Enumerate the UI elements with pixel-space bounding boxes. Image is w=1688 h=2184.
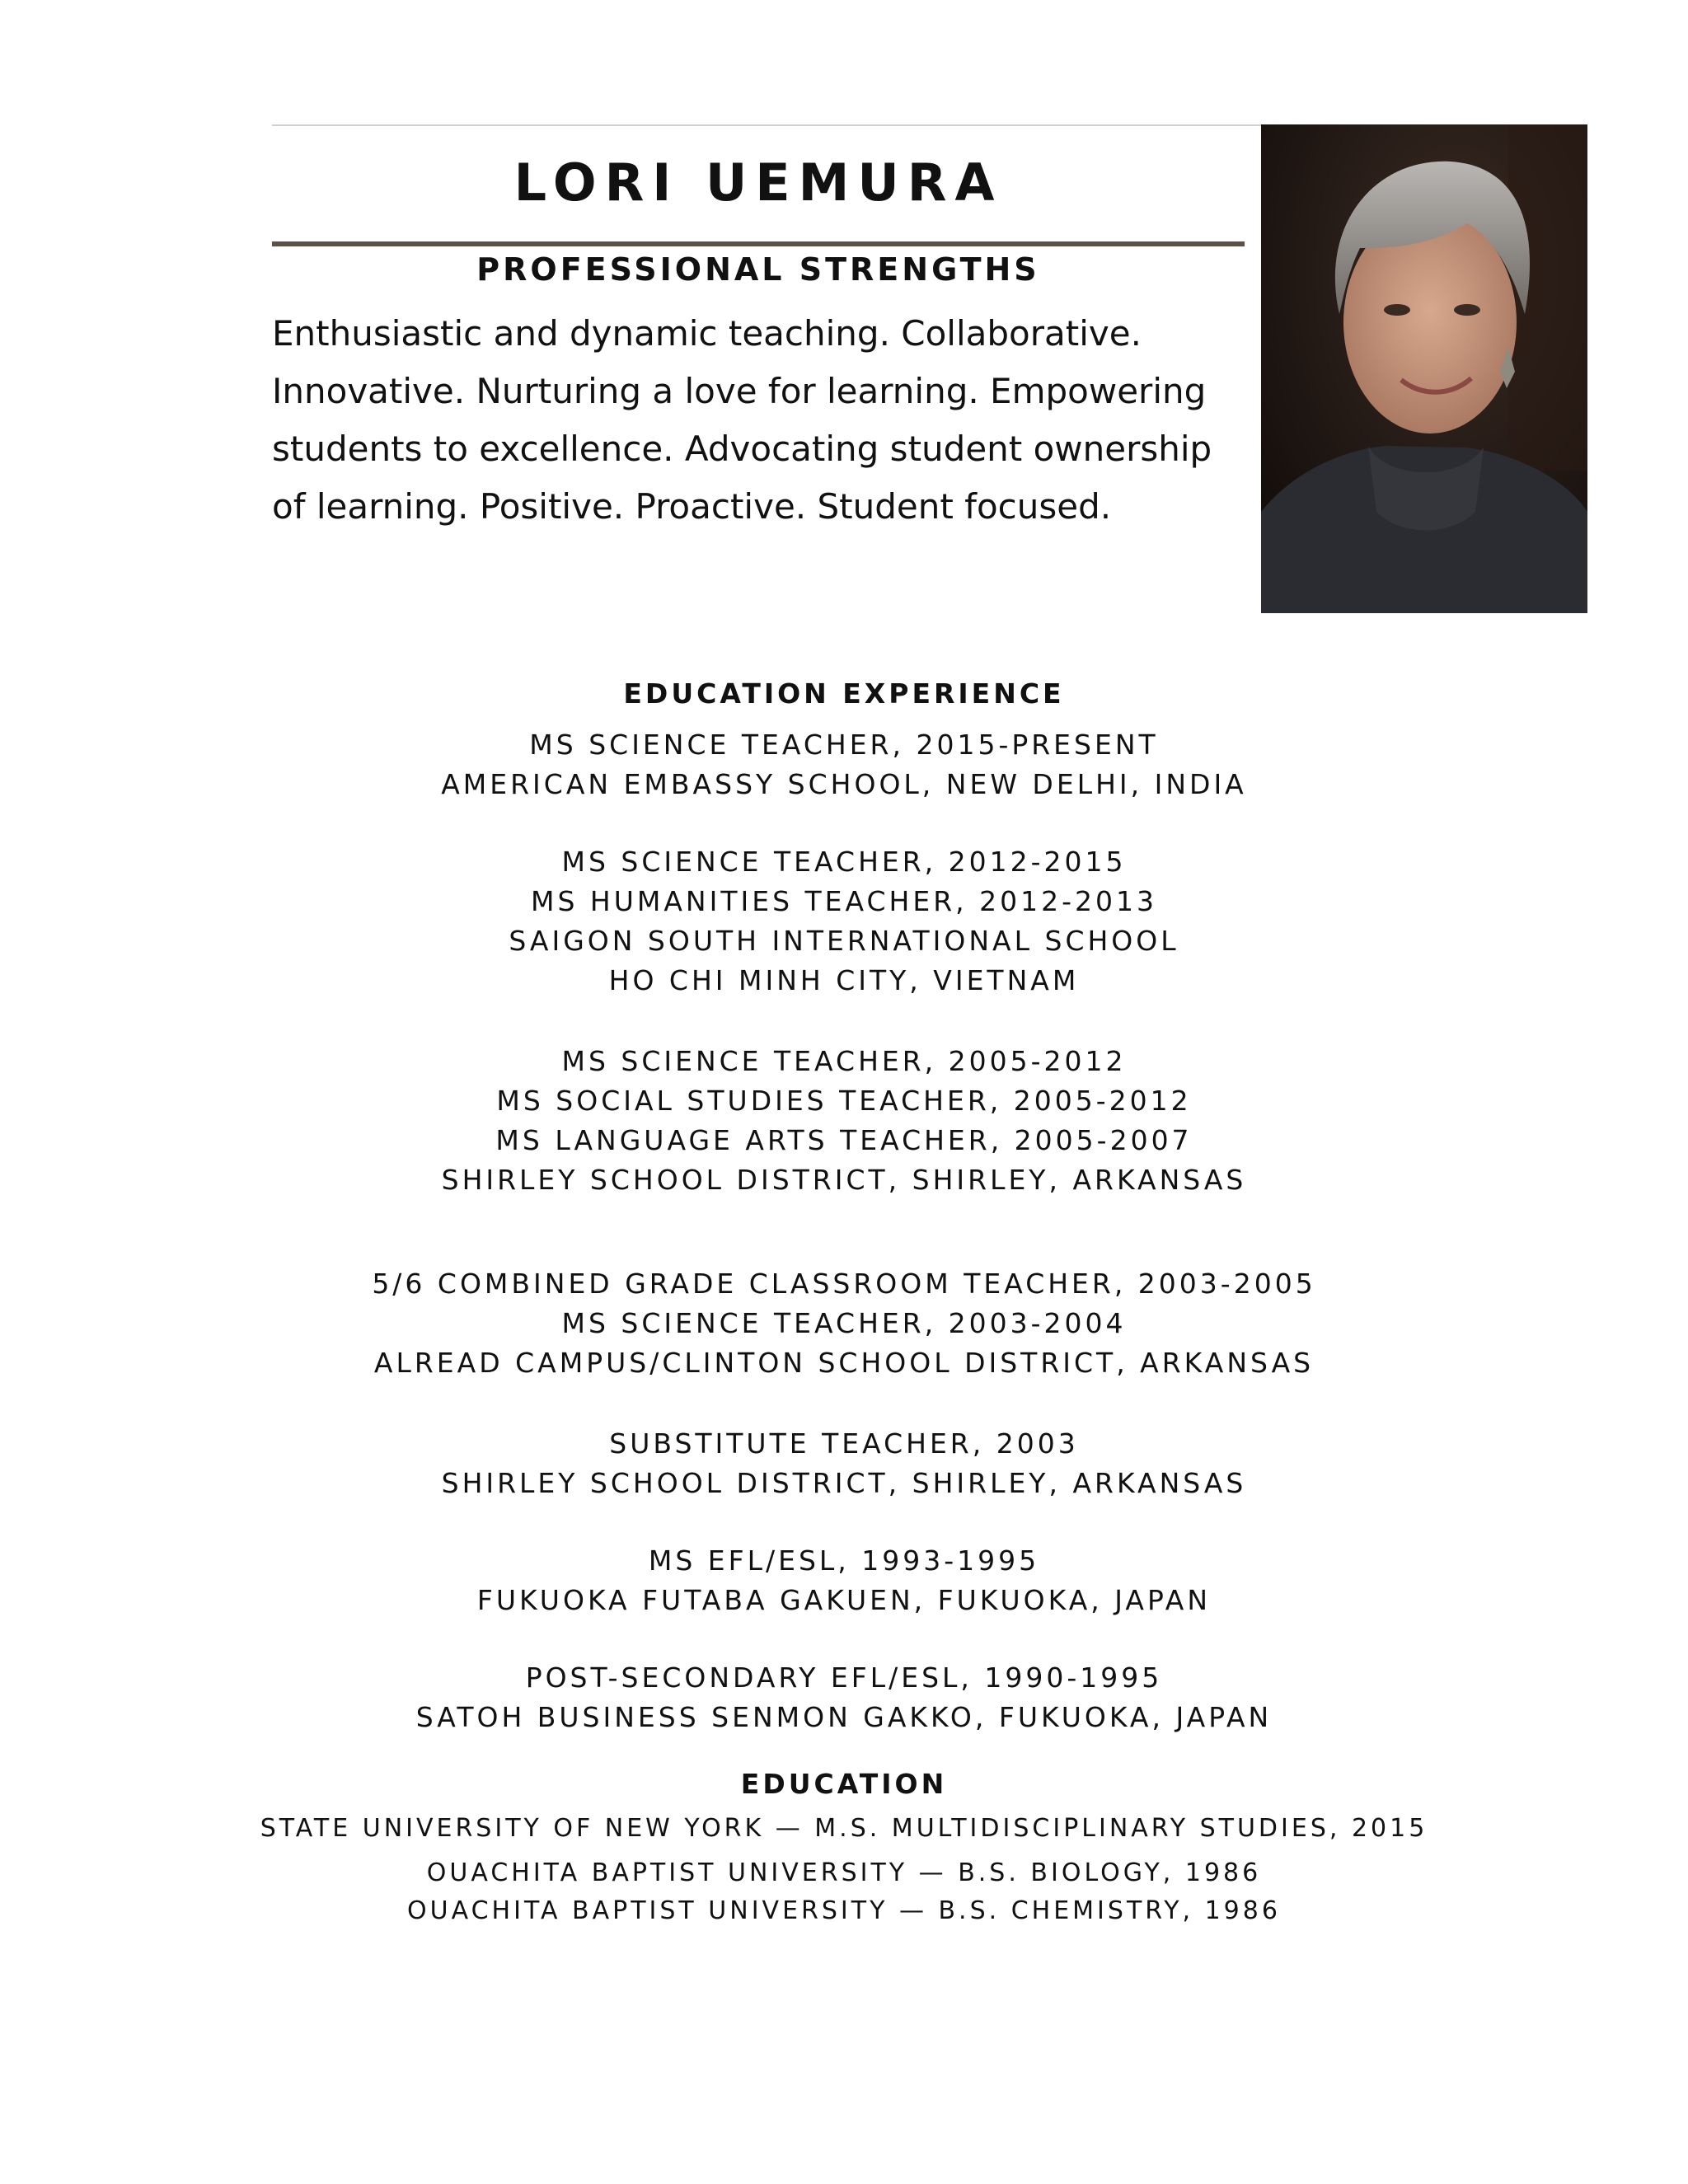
experience-line: SHIRLEY SCHOOL DISTRICT, SHIRLEY, ARKANSAS — [441, 1164, 1247, 1196]
experience-line: MS SCIENCE TEACHER, 2012-2015 — [561, 846, 1127, 878]
experience-block-6 — [0, 1541, 1688, 1620]
experience-line: MS HUMANITIES TEACHER, 2012-2013 — [530, 885, 1157, 917]
experience-section — [0, 677, 1688, 710]
experience-line: FUKUOKA FUTABA GAKUEN, FUKUOKA, JAPAN — [476, 1584, 1212, 1616]
strengths-heading: PROFESSIONAL STRENGTHS — [476, 251, 1040, 288]
experience-heading: EDUCATION EXPERIENCE — [623, 677, 1065, 710]
experience-line: HO CHI MINH CITY, VIETNAM — [608, 964, 1080, 996]
education-item: OUACHITA BAPTIST UNIVERSITY — B.S. BIOLOGY, 1986 — [426, 1858, 1262, 1887]
education-section — [0, 1768, 1688, 1800]
experience-block-1 — [0, 725, 1688, 804]
experience-block-3 — [0, 1042, 1688, 1200]
experience-line: MS SOCIAL STUDIES TEACHER, 2005-2012 — [496, 1085, 1192, 1117]
education-item: STATE UNIVERSITY OF NEW YORK — M.S. MULTIDISCIPLINARY STUDIES, 2015 — [260, 1814, 1428, 1843]
experience-block-4 — [0, 1264, 1688, 1383]
portrait-photo — [1261, 124, 1587, 613]
education-list — [0, 1810, 1688, 1930]
top-divider — [272, 124, 1302, 126]
experience-line: SHIRLEY SCHOOL DISTRICT, SHIRLEY, ARKANSAS — [441, 1467, 1247, 1499]
experience-line: SATOH BUSINESS SENMON GAKKO, FUKUOKA, JAPAN — [415, 1701, 1273, 1733]
name-divider — [272, 241, 1245, 246]
experience-line: MS LANGUAGE ARTS TEACHER, 2005-2007 — [495, 1124, 1193, 1156]
experience-line: POST-SECONDARY EFL/ESL, 1990-1995 — [525, 1661, 1163, 1694]
experience-line: SUBSTITUTE TEACHER, 2003 — [609, 1427, 1079, 1460]
experience-line: MS SCIENCE TEACHER, 2005-2012 — [561, 1045, 1127, 1077]
experience-line: SAIGON SOUTH INTERNATIONAL SCHOOL — [509, 925, 1179, 957]
experience-block-2 — [0, 842, 1688, 1001]
experience-line: MS SCIENCE TEACHER, 2015-PRESENT — [529, 729, 1159, 761]
education-item: OUACHITA BAPTIST UNIVERSITY — B.S. CHEMISTRY, 1986 — [407, 1896, 1281, 1925]
experience-line: MS SCIENCE TEACHER, 2003-2004 — [561, 1307, 1127, 1339]
experience-block-5 — [0, 1424, 1688, 1503]
experience-line: AMERICAN EMBASSY SCHOOL, NEW DELHI, INDIA — [441, 768, 1247, 800]
experience-line: ALREAD CAMPUS/CLINTON SCHOOL DISTRICT, ARKANSAS — [373, 1347, 1315, 1379]
education-heading: EDUCATION — [740, 1768, 948, 1800]
person-name: LORI UEMURA — [513, 152, 1003, 213]
experience-block-7 — [0, 1658, 1688, 1737]
experience-line: 5/6 COMBINED GRADE CLASSROOM TEACHER, 2003-2005 — [372, 1268, 1316, 1300]
experience-line: MS EFL/ESL, 1993-1995 — [648, 1544, 1040, 1577]
strengths-text: Enthusiastic and dynamic teaching. Collaborative. Innovative. Nurturing a love for learning. Empowering students to excellence. Advocating student ownership of learning. Positive. Proactive. Student focused. — [272, 313, 1212, 527]
